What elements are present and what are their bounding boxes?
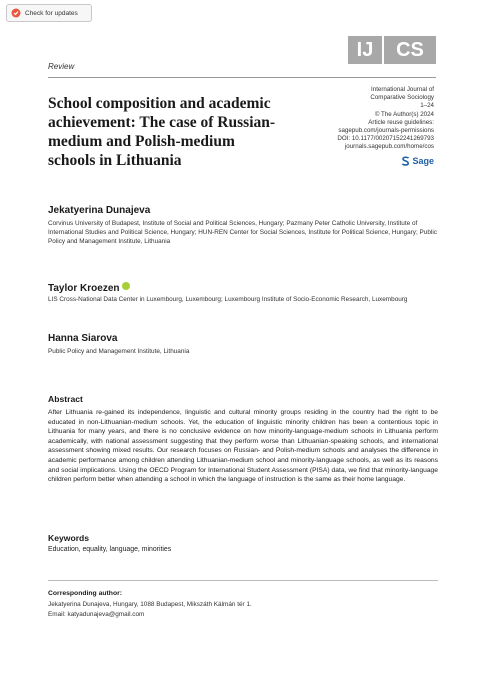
author-affiliation: Corvinus University of Budapest, Institute of Social and Political Sciences, Hungary; Pazmany Peter Catholic University, Institute of International Studies and Political Science, Hungary; HUN-REN Center for Social Sciences, Institute for Political Science, Hungary; Public Policy and Management Institute, Lithuania bbox=[48, 220, 437, 245]
refresh-icon bbox=[11, 8, 21, 18]
keywords-heading: Keywords bbox=[48, 533, 90, 543]
page-range: 1–24 bbox=[420, 102, 434, 110]
author-name bbox=[48, 282, 130, 294]
journal-home-link[interactable]: journals.sagepub.com/home/cos bbox=[344, 143, 434, 151]
logo-part-cs: CS bbox=[384, 36, 436, 64]
journal-meta bbox=[274, 86, 434, 152]
corresponding-address: Jekatyerina Dunajeva, Hungary, 1088 Budapest, Mikszáth Kálmán tér 1. bbox=[48, 601, 252, 608]
corresponding-author-heading: Corresponding author: bbox=[48, 590, 123, 597]
publisher-logo bbox=[401, 156, 434, 166]
journal-name-line-1: International Journal of bbox=[371, 86, 434, 93]
corresponding-email[interactable]: Email: katyadunajeva@gmail.com bbox=[48, 611, 145, 618]
check-for-updates-label: Check for updates bbox=[25, 9, 78, 17]
orcid-icon[interactable] bbox=[122, 282, 130, 290]
doi[interactable]: DOI: 10.1177/00207152241269793 bbox=[337, 135, 434, 143]
footer-divider bbox=[48, 580, 438, 581]
sage-icon bbox=[401, 156, 410, 166]
author-name: Hanna Siarova bbox=[48, 333, 118, 344]
article-type: Review bbox=[48, 62, 75, 71]
author-affiliation: LIS Cross-National Data Center in Luxembourg, Luxembourg; Luxembourg Institute of Socio-Economic Research, Luxembourg bbox=[48, 296, 408, 303]
header-divider bbox=[48, 77, 436, 78]
journal-name-line-2: Comparative Sociology bbox=[370, 94, 434, 102]
reuse-label: Article reuse guidelines: bbox=[368, 118, 434, 126]
abstract-heading: Abstract bbox=[48, 394, 83, 404]
article-title: School composition and academic achievement: The case of Russian-medium and Polish-medium schools in Lithuania bbox=[48, 95, 276, 169]
author-affiliation: Public Policy and Management Institute, Lithuania bbox=[48, 348, 190, 355]
author-name-text: Taylor Kroezen bbox=[48, 283, 120, 294]
publisher-name: Sage bbox=[412, 156, 434, 166]
abstract-text: After Lithuania re-gained its independence, linguistic and cultural minority groups residing in the country had the right to be educated in non-Lithuanian-medium schools. Yet, the education of linguistic minority children has been a contentious topic in Lithuania for many years, and there is no conclusive evidence on how minority-language-medium schools in Lithuania perform academically, with national assessment suggesting that they perform worse than Lithuanian-speaking schools, and international assessment showing mixed results. Our research focuses on Russian- and Polish-medium schools and analyses the difference in academic performance among children attending Lithuanian-medium school and minority-language schools, as well as its reasons and social implications. Using the OECD Program for International Student Assessment (PISA) data, we find that minority-language children perform better when attending a school in which the language of instruction is the same as their home language. bbox=[48, 409, 438, 484]
reuse-link[interactable]: sagepub.com/journals-permissions bbox=[338, 127, 434, 135]
keywords-text: Education, equality, language, minorities bbox=[48, 546, 172, 553]
check-for-updates-button[interactable] bbox=[6, 4, 92, 22]
author-name: Jekatyerina Dunajeva bbox=[48, 205, 151, 216]
journal-logo bbox=[348, 36, 436, 64]
logo-part-ij: IJ bbox=[348, 36, 382, 64]
copyright: © The Author(s) 2024 bbox=[374, 110, 434, 118]
